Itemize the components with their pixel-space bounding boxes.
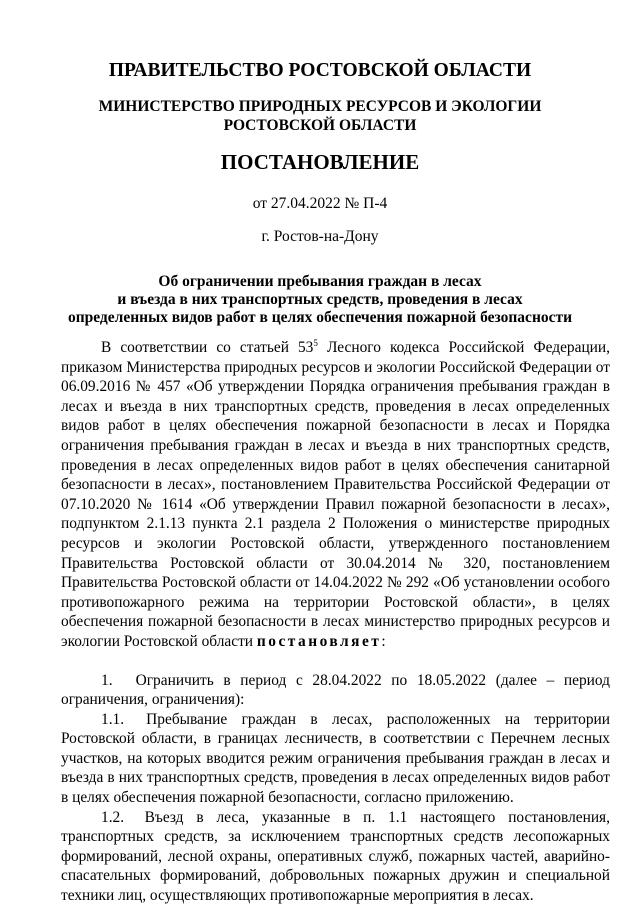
decree-word: постановляет [256, 632, 382, 650]
preamble-paragraph [61, 338, 610, 652]
item-1-2-paragraph: 1.2. Въезд в леса, указанные в п. 1.1 настоящего постановления, транспортных средств, за исключением транспортных средств лесопожарных формирований, лесной охраны, оперативных служб, пожарных частей, аварийно-спасательных формирований, добровольных пожарных дружин и специальной техники лиц, осуществляющих противопожарные мероприятия в лесах. [61, 808, 610, 905]
document-date-number: от 27.04.2022 № П-4 [252, 195, 388, 212]
item-1-1-paragraph: 1.1. Пребывание граждан в лесах, расположенных на территории Ростовской области, в границах лесничеств, в соответствии с Перечнем лесных участков, на которых вводится режим ограничения пребывания граждан в лесах и въезда в них транспортных средств, проведения в лесах определенных видов работ в целях обеспечения пожарной безопасности, согласно приложению. [61, 710, 610, 807]
document-type-heading: ПОСТАНОВЛЕНИЕ [220, 150, 420, 174]
article-superscript: 5 [313, 338, 318, 348]
document-title-line3: определенных видов работ в целях обеспечения пожарной безопасности [67, 309, 573, 326]
ministry-heading-line1: МИНИСТЕРСТВО ПРИРОДНЫХ РЕСУРСОВ И ЭКОЛОГИИ [98, 98, 542, 115]
document-title-line1: Об ограничении пребывания граждан в лесах [158, 273, 482, 290]
paragraph-spacer [61, 652, 610, 671]
preamble-text-start: В соответствии со статьей 53 [101, 339, 314, 356]
document-body [61, 338, 610, 906]
document-title-line2: и въезда в них транспортных средств, проведения в лесах [117, 291, 523, 308]
item-1-paragraph: 1. Ограничить в период с 28.04.2022 по 18.05.2022 (далее – период ограничения, ограничения): [61, 671, 610, 709]
preamble-text-main: Лесного кодекса Российской Федерации, приказом Министерства природных ресурсов и экологии Российской Федерации от 06.09.2016 № 457 «Об утверждении Порядка ограничения пребывания граждан в лесах и въезда в них транспортных средств, проведения в лесах определенных видов работ в целях обеспечения пожарной безопасности в лесах и Порядка ограничения пребывания граждан в лесах и въезда в них транспортных средств, проведения в лесах определенных видов работ в целях обеспечения санитарной безопасности в лесах», постановлением Правительства Российской Федерации от 07.10.2020 № 1614 «Об утверждении Правил пожарной безопасности в лесах», подпунктом 2.1.13 пункта 2.1 раздела 2 Положения о министерстве природных ресурсов и экологии Ростовской области, утвержденного постановлением Правительства Ростовской области от 30.04.2014 № 320, постановлением Правительства Ростовской области от 14.04.2022 № 292 «Об установлении особого противопожарного режима на территории Ростовской области», в целях обеспечения пожарной безопасности в лесах министерство природных ресурсов и экологии Ростовской области [61, 339, 611, 650]
government-heading: ПРАВИТЕЛЬСТВО РОСТОВСКОЙ ОБЛАСТИ [108, 60, 532, 81]
ministry-heading-line2: РОСТОВСКОЙ ОБЛАСТИ [223, 117, 417, 134]
decree-colon: : [381, 632, 386, 650]
document-city: г. Ростов-на-Дону [261, 228, 379, 245]
